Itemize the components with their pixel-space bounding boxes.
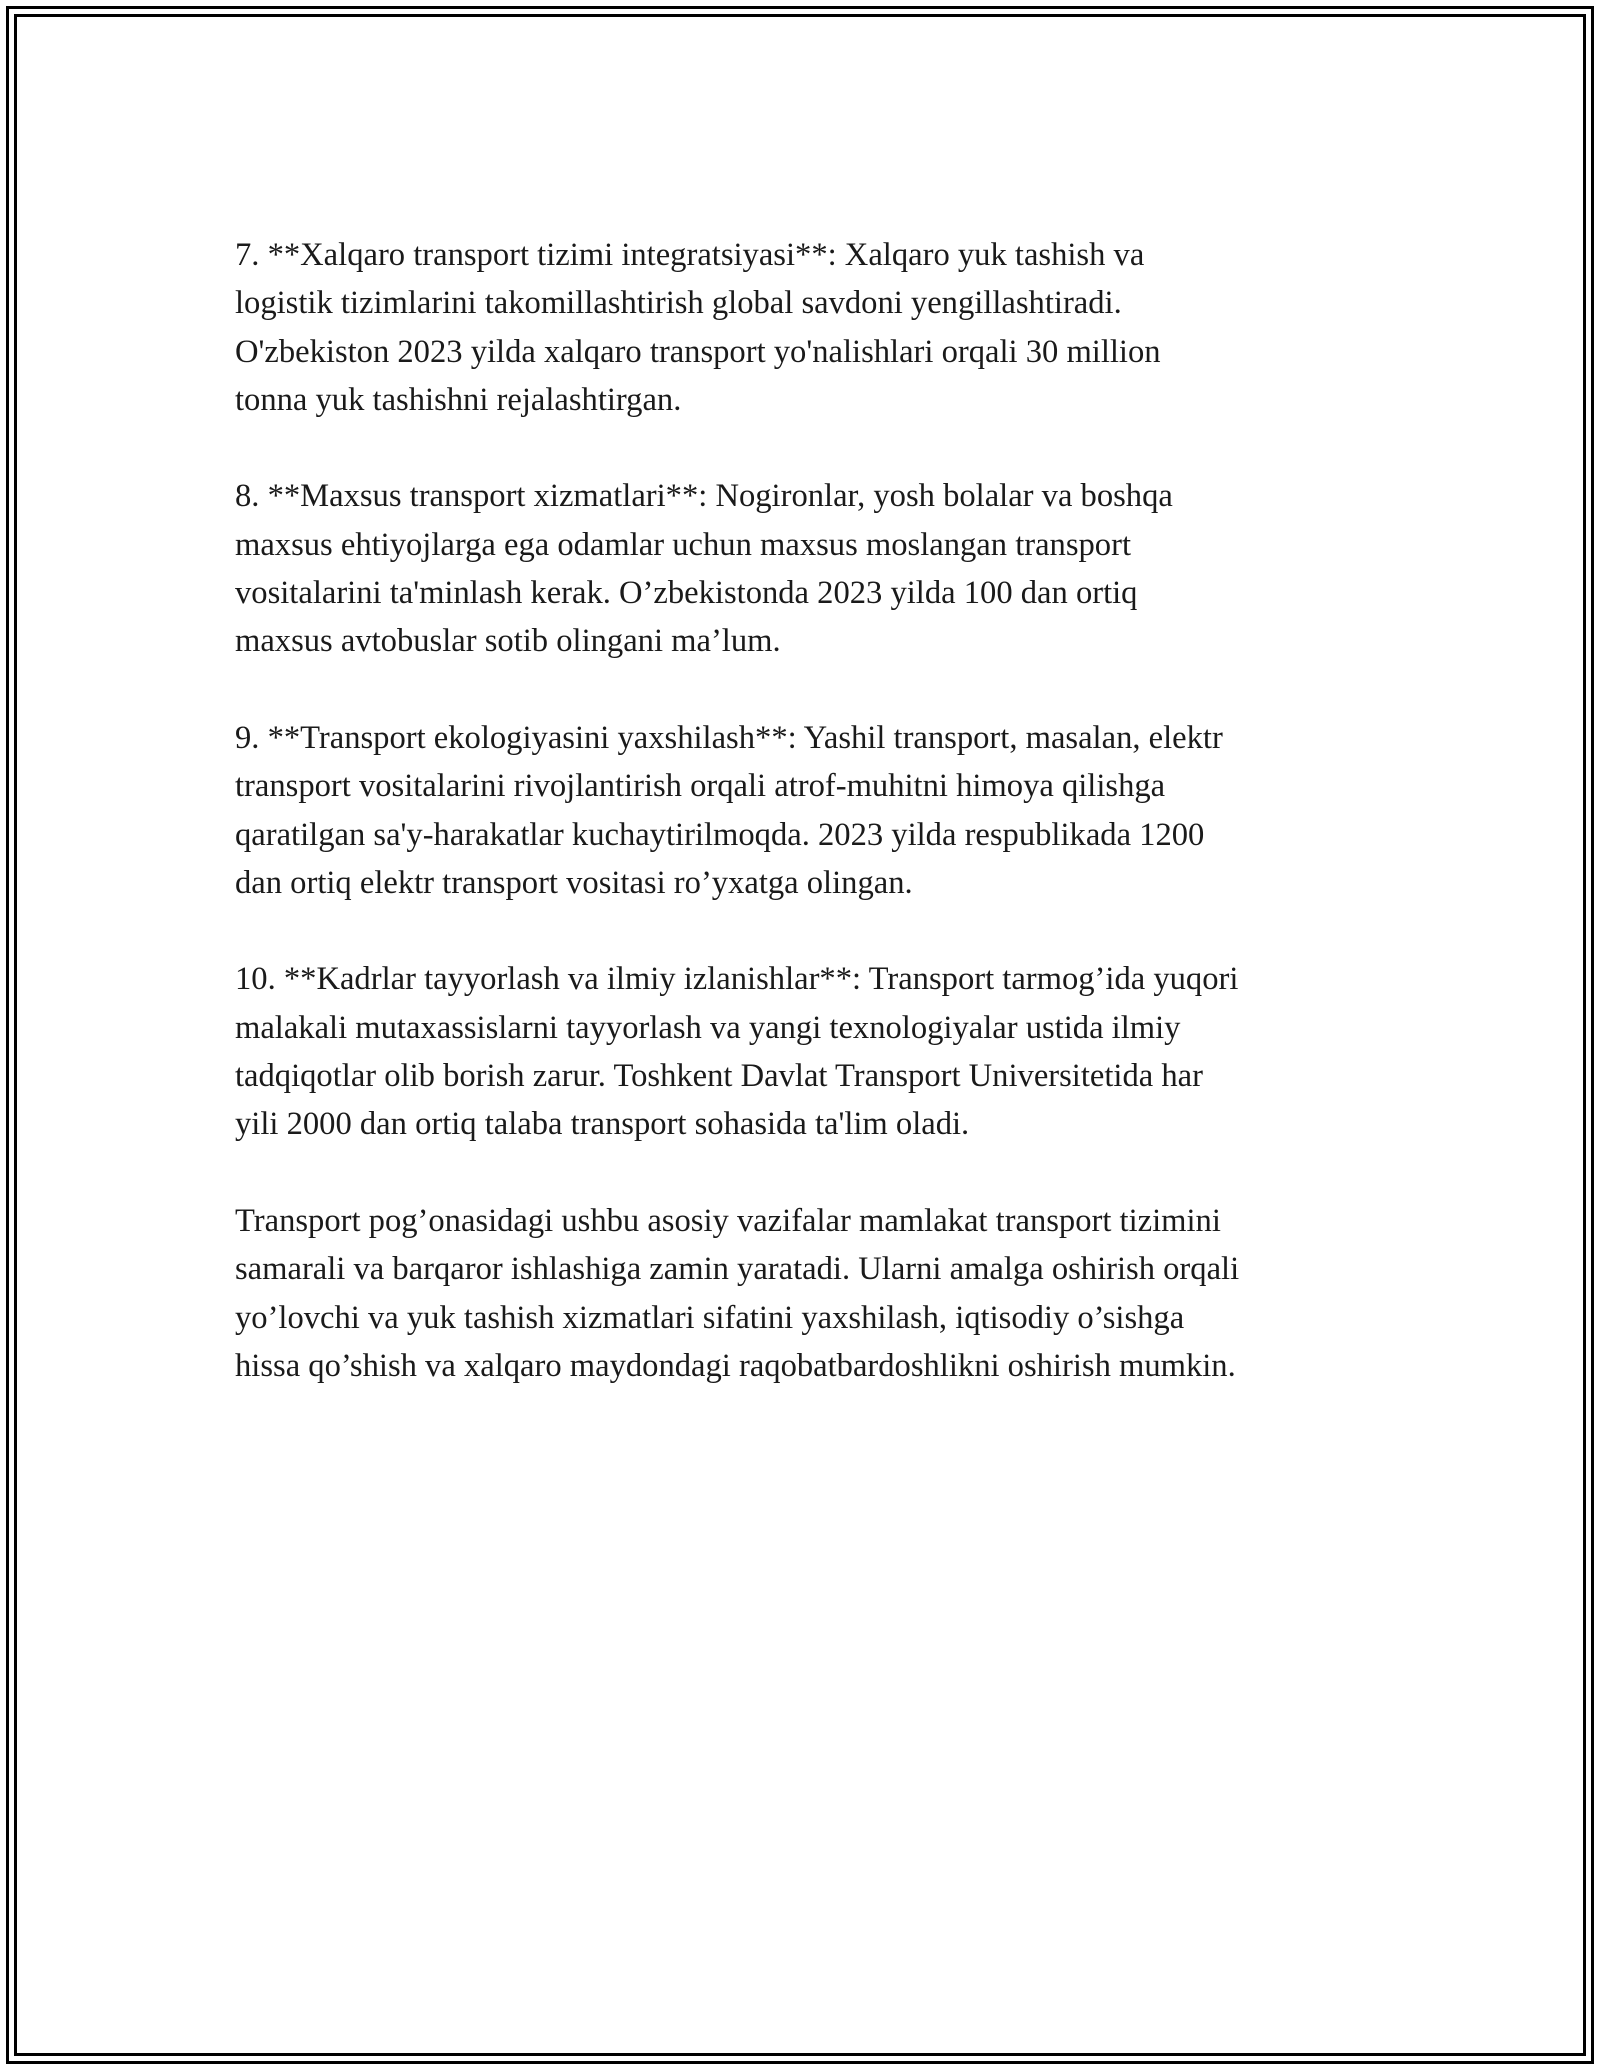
text-line: tadqiqotlar olib borish zarur. Toshkent Davlat Transport Universitetida har [235,1058,1203,1095]
text-line: logistik tizimlarini takomillashtirish global savdoni yengillashtiradi. [235,285,1122,322]
text-line: Transport pog’onasidagi ushbu asosiy vazifalar mamlakat transport tizimini [235,1202,1221,1239]
text-line: maxsus ehtiyojlarga ega odamlar uchun maxsus moslangan transport [235,526,1131,563]
text-line: 7. **Xalqaro transport tizimi integratsiyasi**: Xalqaro yuk tashish va [235,237,1145,273]
text-line: samarali va barqaror ishlashiga zamin yaratadi. Ularni amalga oshirish orqali [235,1251,1240,1288]
text-line: dan ortiq elektr transport vositasi ro’yxatga olingan. [235,864,913,901]
paragraph-item-8 [235,472,1415,665]
text-line: tonna yuk tashishni rejalashtirgan. [235,381,682,418]
paragraph-conclusion [235,1197,1415,1390]
text-line: O'zbekiston 2023 yilda xalqaro transport yo'nalishlari orqali 30 million [235,333,1161,370]
text-line: yo’lovchi va yuk tashish xizmatlari sifatini yaxshilash, iqtisodiy o’sishga [235,1299,1185,1336]
text-line: yili 2000 dan ortiq talaba transport sohasida ta'lim oladi. [235,1106,970,1143]
text-line: transport vositalarini rivojlantirish orqali atrof-muhitni himoya qilishga [235,768,1166,805]
text-line: qaratilgan sa'y-harakatlar kuchaytirilmoqda. 2023 yilda respublikada 1200 [235,816,1205,853]
text-line: vositalarini ta'minlash kerak. O’zbekistonda 2023 yilda 100 dan ortiq [235,575,1138,612]
text-line: malakali mutaxassislarni tayyorlash va yangi texnologiyalar ustida ilmiy [235,1009,1181,1046]
text-line: 8. **Maxsus transport xizmatlari**: Nogironlar, yosh bolalar va boshqa [235,478,1173,515]
text-line: hissa qo’shish va xalqaro maydondagi raqobatbardoshlikni oshirish mumkin. [235,1347,1236,1384]
text-line: maxsus avtobuslar sotib olingani ma’lum. [235,623,781,660]
paragraph-item-10 [235,955,1415,1148]
text-line: 10. **Kadrlar tayyorlash va ilmiy izlanishlar**: Transport tarmog’ida yuqori [235,961,1239,998]
paragraph-item-9 [235,714,1415,907]
document-body [235,231,1415,1438]
paragraph-item-7 [235,231,1415,424]
text-line: 9. **Transport ekologiyasini yaxshilash**: Yashil transport, masalan, elektr [235,719,1223,756]
